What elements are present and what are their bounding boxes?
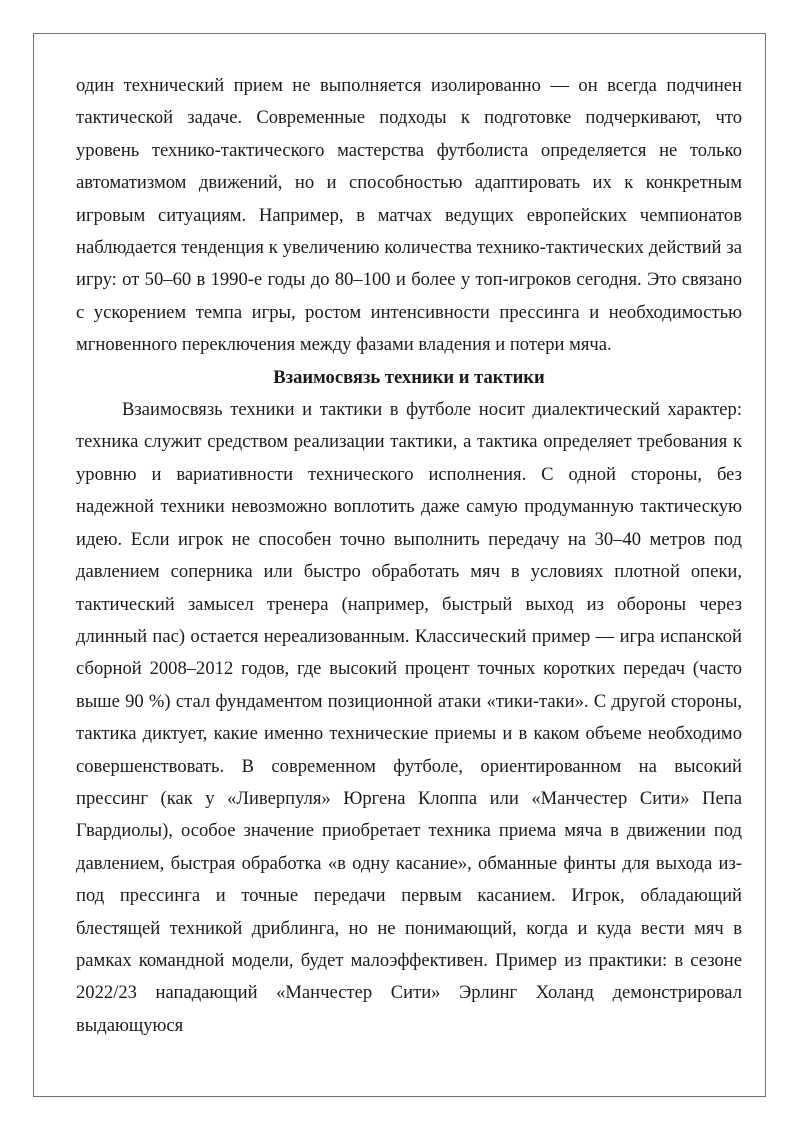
body-paragraph: один технический прием не выполняется изолированно — он всегда подчинен тактической задаче. Современные подходы к подготовке подчеркивают, что уровень технико-тактического мастерства футболиста определяется не только автоматизмом движений, но и способностью адаптировать их к конкретным игровым ситуациям. Например, в матчах ведущих европейских чемпионатов наблюдается тенденция к увеличению количества технико-тактических действий за игру: от 50–60 в 1990-е годы до 80–100 и более у топ-игроков сегодня. Это связано с ускорением темпа игры, ростом интенсивности прессинга и необходимостью мгновенного переключения между фазами владения и потери мяча. xyxy=(76,75,742,356)
document-body xyxy=(76,70,742,1042)
body-paragraph: Взаимосвязь техники и тактики в футболе носит диалектический характер: техника служит средством реализации тактики, а тактика определяет требования к уровню и вариативности технического исполнения. С одной стороны, без надежной техники невозможно воплотить даже самую продуманную тактическую идею. Если игрок не способен точно выполнить передачу на 30–40 метров под давлением соперника или быстро обработать мяч в условиях плотной опеки, тактический замысел тренера (например, быстрый выход из обороны через длинный пас) остается нереализованным. Классический пример — игра испанской сборной 2008–2012 годов, где высокий процент точных коротких передач (часто выше 90 %) стал фундаментом позиционной атаки «тики-таки». С другой стороны, тактика диктует, какие именно технические приемы и в каком объеме необходимо совершенствовать. В современном футболе, ориентированном на высокий прессинг (как у «Ливерпуля» Юргена Клоппа или «Манчестер Сити» Пепа Гвардиолы), особое значение приобретает техника приема мяча в движении под давлением, быстрая обработка «в одну касание», обманные финты для выхода из-под прессинга и точные передачи первым касанием. Игрок, обладающий блестящей техникой дриблинга, но не понимающий, когда и куда вести мяч в рамках командной модели, будет малоэффективен. Пример из практики: в сезоне 2022/23 нападающий «Манчестер Сити» Эрлинг Холанд демонстрировал выдающуюся xyxy=(76,399,742,1036)
section-heading: Взаимосвязь техники и тактики xyxy=(273,366,545,388)
